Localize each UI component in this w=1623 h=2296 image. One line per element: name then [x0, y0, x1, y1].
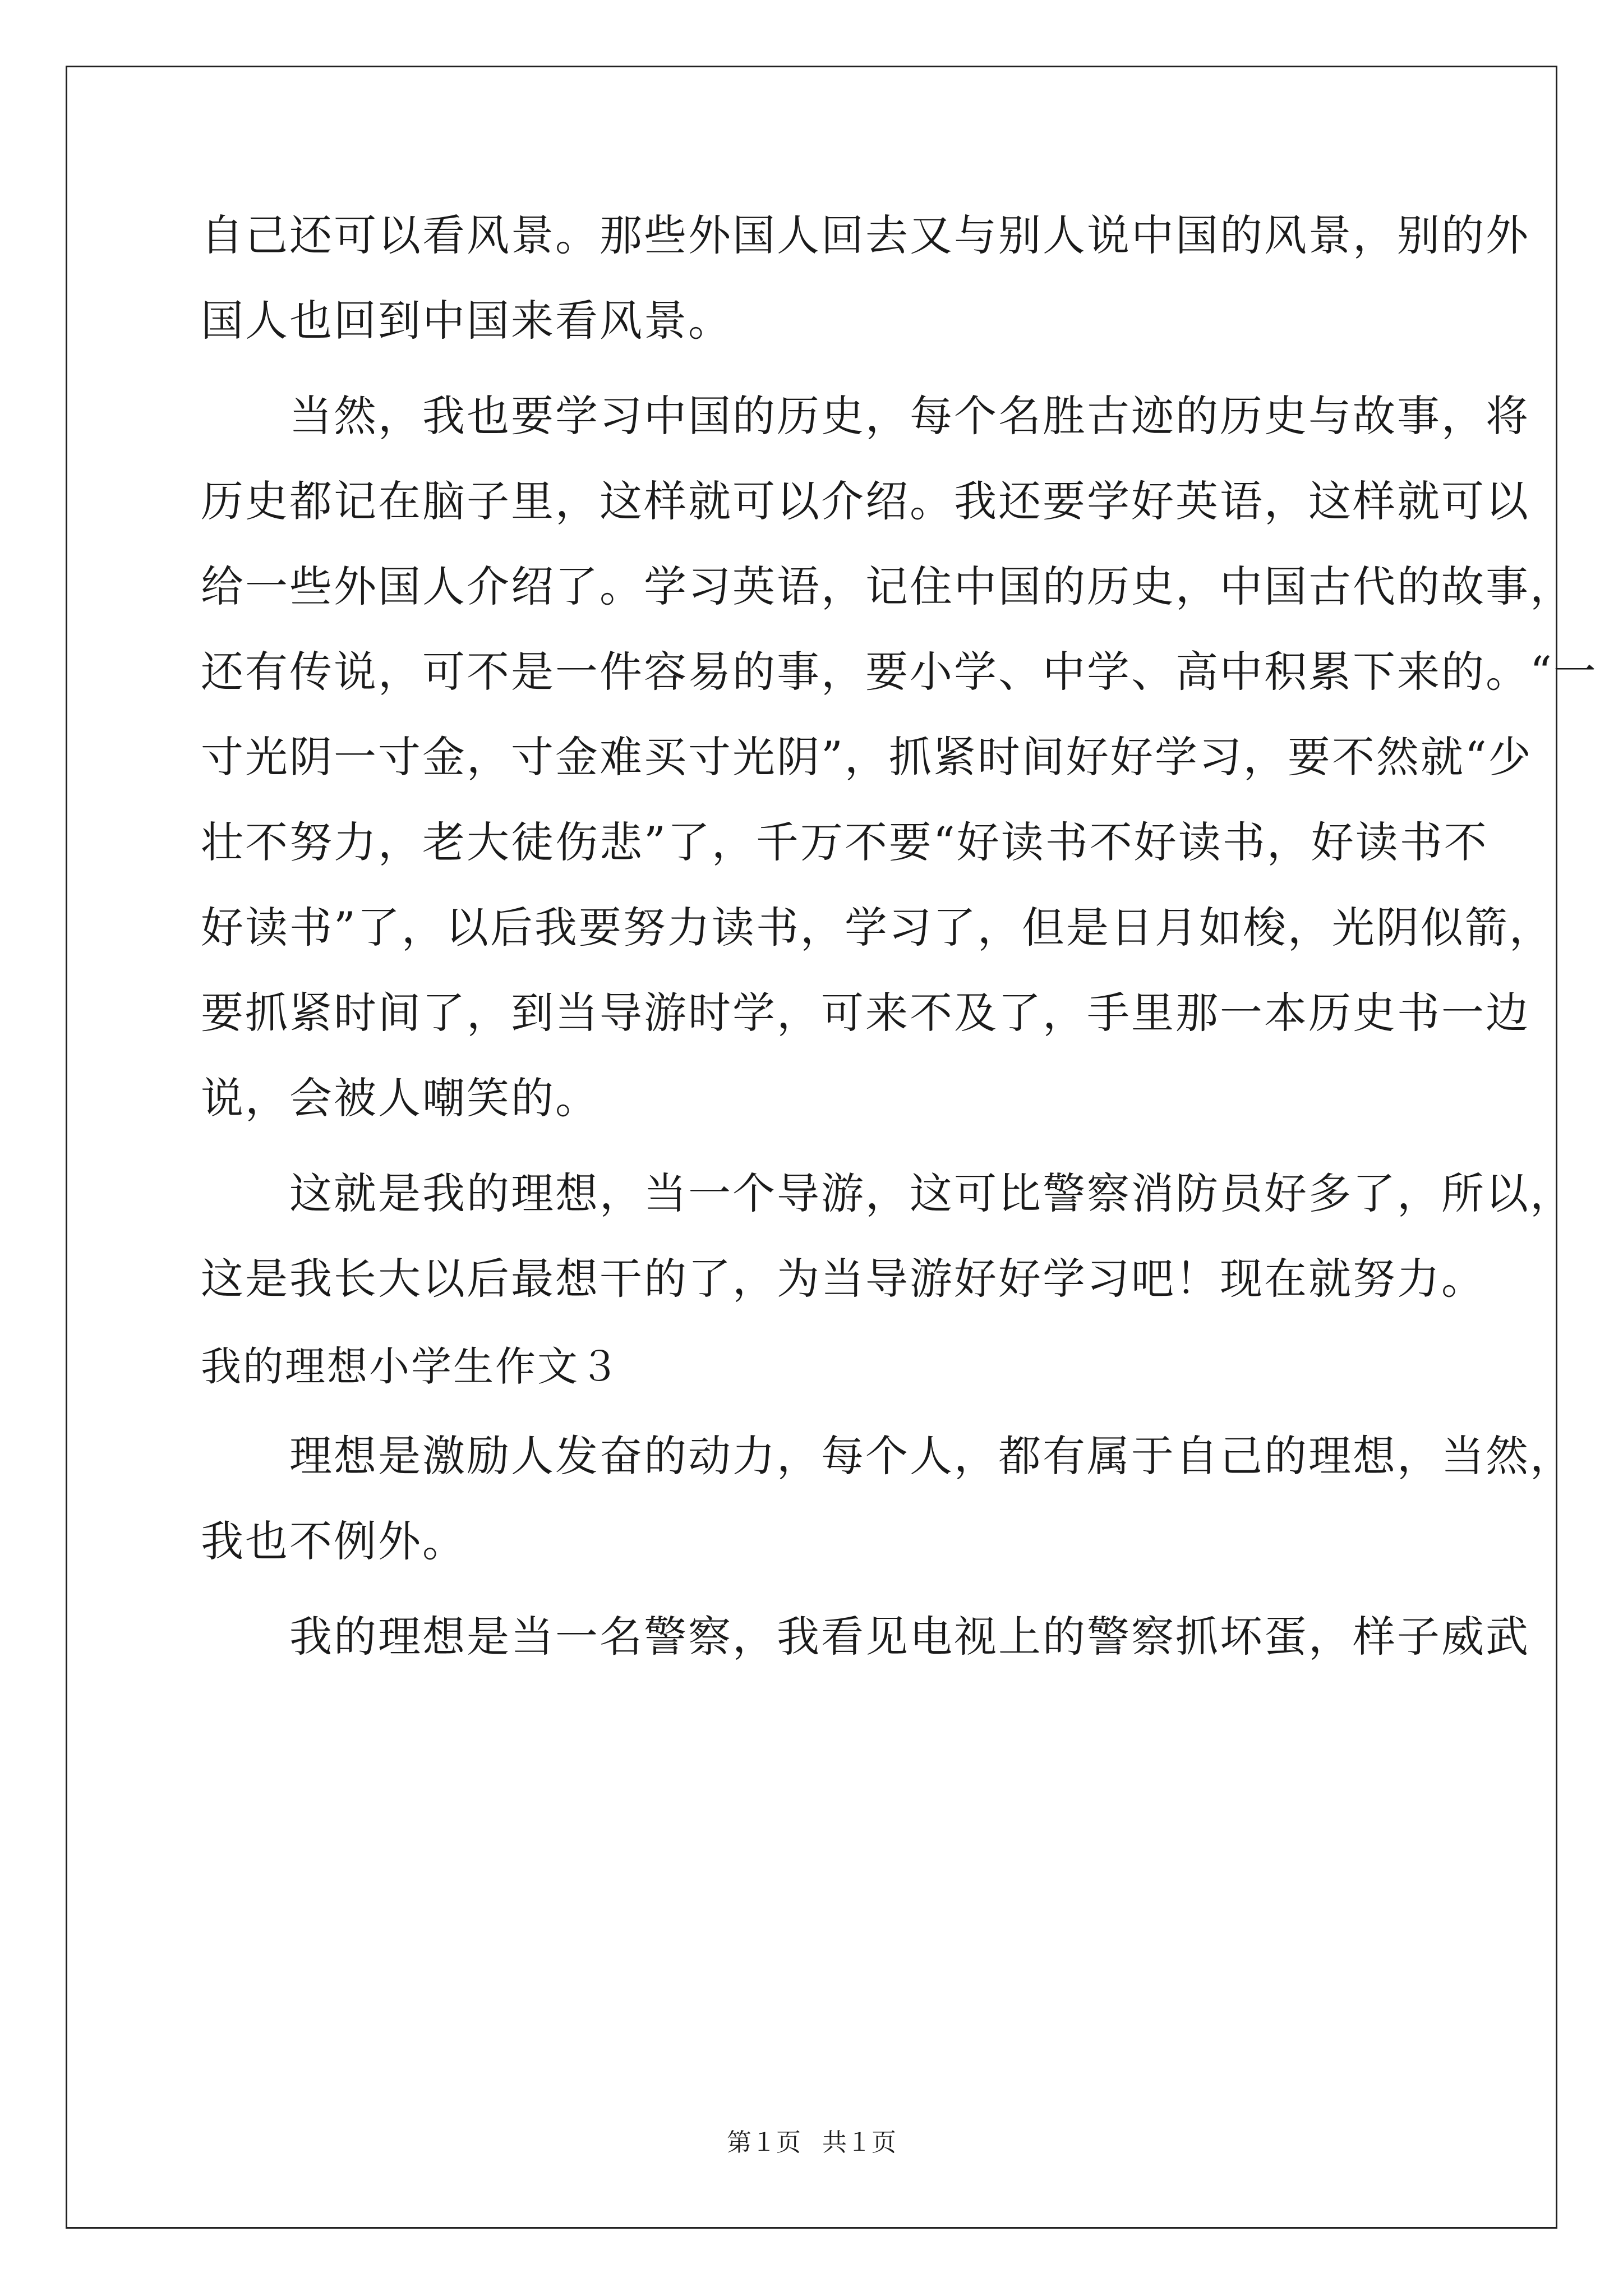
text-line: 寸光阴一寸金，寸金难买寸光阴”，抓紧时间好好学习，要不然就“少 [201, 732, 1533, 782]
text-line: 要抓紧时间了，到当导游时学，可来不及了，手里那一本历史书一边 [201, 988, 1530, 1038]
text-line: 这就是我的理想，当一个导游，这可比警察消防员好多了，所以， [201, 1168, 1574, 1218]
text-line: 我的理想是当一名警察，我看见电视上的警察抓坏蛋，样子威武 [201, 1612, 1530, 1662]
text-line: 好读书”了，以后我要努力读书，学习了，但是日月如梭，光阴似箭， [201, 903, 1553, 953]
text-line: 壮不努力，老大徒伤悲”了，千万不要“好读书不好读书，好读书不 [201, 817, 1488, 867]
section-heading: 我的理想小学生作文３ [201, 1343, 622, 1390]
text-line: 理想是激励人发奋的动力，每个人，都有属于自己的理想，当然， [201, 1431, 1574, 1481]
page-number: 第１页 [727, 2128, 801, 2157]
text-line: 国人也回到中国来看风景。 [201, 296, 732, 346]
text-line: 给一些外国人介绍了。学习英语，记住中国的历史，中国古代的故事， [201, 562, 1574, 611]
text-line: 这是我长大以后最想干的了，为当导游好好学习吧！现在就努力。 [201, 1254, 1486, 1304]
text-line: 还有传说，可不是一件容易的事，要小学、中学、高中积累下来的。“一 [201, 647, 1598, 697]
text-line: 说，会被人嘲笑的。 [201, 1073, 600, 1123]
text-line: 当然，我也要学习中国的历史，每个名胜古迹的历史与故事，将 [201, 391, 1530, 441]
text-line: 自己还可以看风景。那些外国人回去又与别人说中国的风景，别的外 [201, 210, 1530, 260]
text-line: 历史都记在脑子里，这样就可以介绍。我还要学好英语，这样就可以 [201, 476, 1530, 526]
page-total: 共１页 [822, 2128, 896, 2157]
page-footer [0, 2126, 1623, 2160]
text-line: 我也不例外。 [201, 1516, 467, 1566]
